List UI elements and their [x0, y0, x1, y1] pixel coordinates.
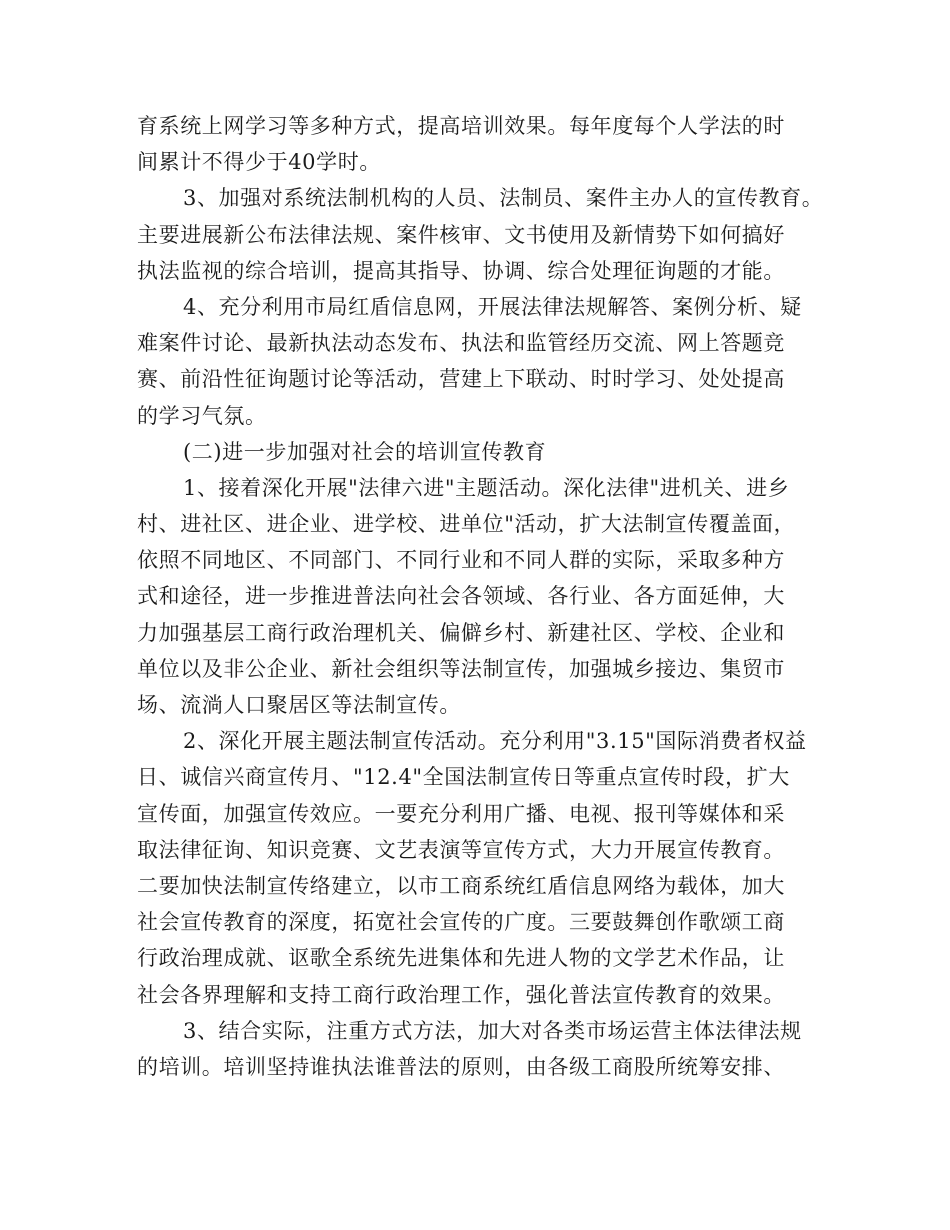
text-line: 社会宣传教育的深度，拓宽社会宣传的广度。三要鼓舞创作歌颂工商 [137, 910, 785, 935]
paragraph-start-line: 1、接着深化开展"法律六进"主题活动。深化法律"进机关、进乡 [183, 475, 790, 500]
text-line: 单位以及非公企业、新社会组织等法制宣传，加强城乡接边、集贸市 [137, 656, 785, 681]
section-heading: (二)进一步加强对社会的培训宣传教育 [183, 439, 547, 464]
text-line: 执法监视的综合培训，提高其指导、协调、综合处理征询题的才能。 [137, 258, 785, 283]
paragraph-start-line: 4、充分利用市局红盾信息网，开展法律法规解答、案例分析、疑 [183, 294, 802, 319]
text-line: 村、进社区、进企业、进学校、进单位"活动，扩大法制宣传覆盖面， [137, 512, 796, 537]
text-line: 日、诚信兴商宣传月、"12.4"全国法制宣传日等重点宣传时段，扩大 [137, 765, 790, 790]
text-line: 宣传面，加强宣传效应。一要充分利用广播、电视、报刊等媒体和采 [137, 801, 785, 826]
paragraph-start-line: 2、深化开展主题法制宣传活动。充分利用"3.15"国际消费者权益 [183, 729, 807, 754]
paragraph-start-line: 3、加强对系统法制机构的人员、法制员、案件主办人的宣传教育。 [183, 186, 824, 211]
text-line: 场、流淌人口聚居区等法制宣传。 [137, 693, 461, 717]
text-line: 难案件讨论、最新执法动态发布、执法和监管经历交流、网上答题竞 [137, 331, 785, 356]
text-line: 式和途径，进一步推进普法向社会各领域、各行业、各方面延伸，大 [137, 584, 785, 609]
paragraph-start-line: 3、结合实际，注重方式方法，加大对各类市场运营主体法律法规 [183, 1018, 802, 1043]
text-line: 力加强基层工商行政治理机关、偏僻乡村、新建社区、学校、企业和 [137, 620, 785, 645]
text-line: 主要进展新公布法律法规、案件核审、文书使用及新情势下如何搞好 [137, 222, 785, 247]
text-line: 间累计不得少于40学时。 [137, 150, 381, 175]
text-line: 社会各界理解和支持工商行政治理工作，强化普法宣传教育的效果。 [137, 982, 785, 1007]
text-line: 依照不同地区、不同部门、不同行业和不同人群的实际，采取多种方 [137, 548, 785, 573]
text-line: 取法律征询、知识竞赛、文艺表演等宣传方式，大力开展宣传教育。 [137, 837, 785, 862]
text-line: 行政治理成就、讴歌全系统先进集体和先进人物的文学艺术作品，让 [137, 946, 785, 971]
text-line: 的学习气氛。 [137, 403, 267, 428]
text-line: 二要加快法制宣传络建立，以市工商系统红盾信息网络为载体，加大 [137, 873, 785, 898]
text-line: 赛、前沿性征询题讨论等活动，营建上下联动、时时学习、处处提高 [137, 367, 785, 392]
text-line: 育系统上网学习等多种方式，提高培训效果。每年度每个人学法的时 [137, 114, 785, 138]
text-line: 的培训。培训坚持谁执法谁普法的原则，由各级工商股所统筹安排、 [137, 1054, 785, 1079]
body-text [137, 108, 824, 1085]
